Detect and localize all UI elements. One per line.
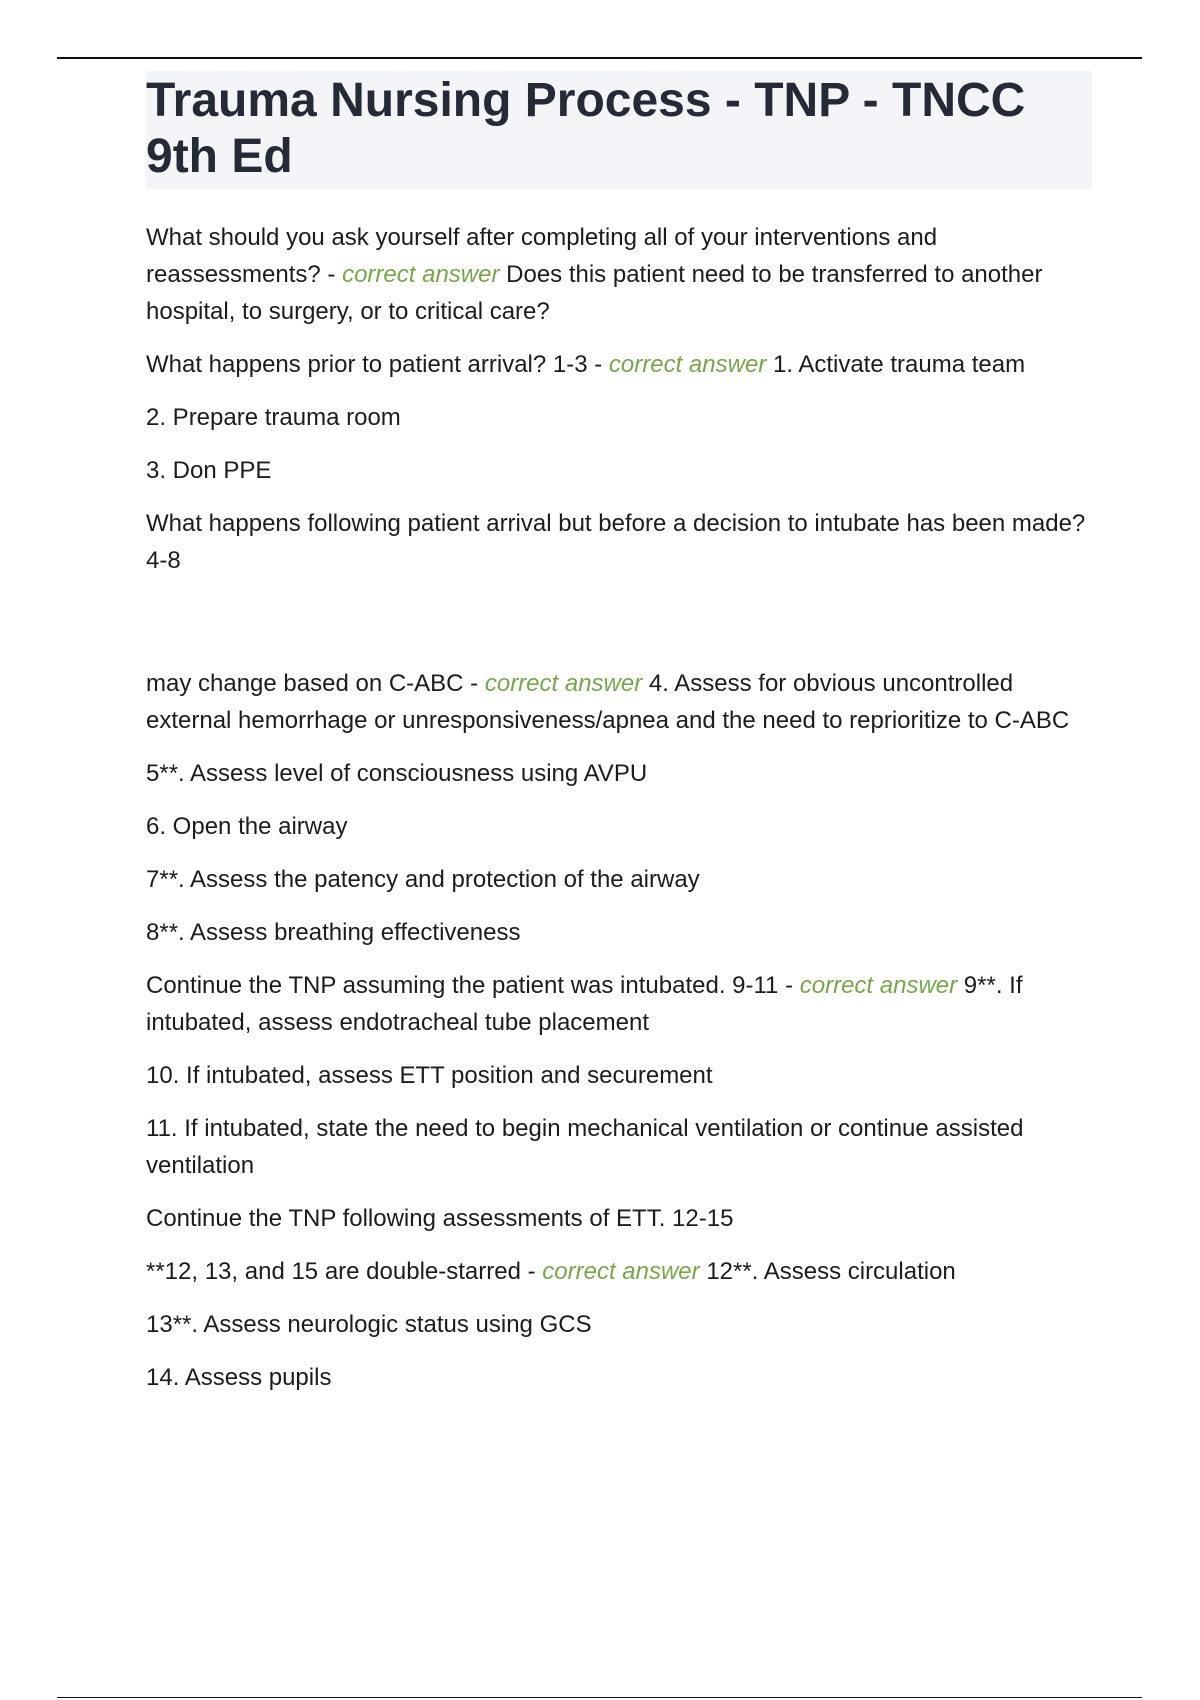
answer-step: 8**. Assess breathing effectiveness — [146, 919, 521, 946]
correct-answer-label: correct answer — [608, 351, 767, 378]
question-text: What should you ask yourself after completing all of your interventions and reassessments? - — [146, 224, 938, 288]
answer-step: 7**. Assess the patency and protection of the airway — [146, 866, 700, 893]
question-text: What happens prior to patient arrival? 1-3 - — [146, 351, 609, 378]
answer-step: 11. If intubated, state the need to begin mechanical ventilation or continue assisted ventilation — [146, 1115, 1024, 1179]
answer-step: 6. Open the airway — [146, 813, 348, 840]
qa-item — [146, 1253, 1092, 1290]
qa-item — [146, 219, 1092, 330]
question-text: What happens following patient arrival but before a decision to intubate has been made? 4-8 — [146, 510, 1086, 574]
top-rule — [57, 57, 1142, 59]
correct-answer-label: correct answer — [542, 1258, 700, 1285]
answer-text: 12**. Assess circulation — [699, 1258, 956, 1285]
correct-answer-label: correct answer — [484, 670, 643, 697]
answer-step: 13**. Assess neurologic status using GCS — [146, 1311, 592, 1338]
answer-text: 9**. If intubated, assess endotracheal tube placement — [146, 972, 1023, 1036]
answer-step: 10. If intubated, assess ETT position and securement — [146, 1062, 713, 1089]
qa-item — [146, 665, 1092, 739]
answer-step: 14. Assess pupils — [146, 1364, 332, 1391]
answer-step: 3. Don PPE — [146, 457, 272, 484]
answer-text: 4. Assess for obvious uncontrolled external hemorrhage or unresponsiveness/apnea and the need to reprioritize to C-ABC — [146, 670, 1070, 734]
blank-space — [146, 595, 1092, 665]
document-title: Trauma Nursing Process - TNP - TNCC 9th Ed — [146, 74, 1026, 183]
question-text: may change based on C-ABC - — [146, 670, 485, 697]
question-text: Continue the TNP assuming the patient was intubated. 9-11 - — [146, 972, 800, 999]
document-page — [146, 71, 1092, 1412]
bottom-rule — [57, 1697, 1142, 1698]
answer-text: 1. Activate trauma team — [766, 351, 1026, 378]
qa-item — [146, 967, 1092, 1041]
answer-step: 5**. Assess level of consciousness using AVPU — [146, 760, 648, 787]
question-text: **12, 13, and 15 are double-starred - — [146, 1258, 543, 1285]
qa-item — [146, 346, 1092, 383]
answer-step: 2. Prepare trauma room — [146, 404, 401, 431]
question-text: Continue the TNP following assessments of ETT. 12-15 — [146, 1205, 734, 1232]
answer-text: Does this patient need to be transferred to another hospital, to surgery, or to critical care? — [146, 261, 1043, 325]
correct-answer-label: correct answer — [799, 972, 958, 999]
correct-answer-label: correct answer — [342, 261, 500, 288]
title-banner — [146, 71, 1092, 189]
